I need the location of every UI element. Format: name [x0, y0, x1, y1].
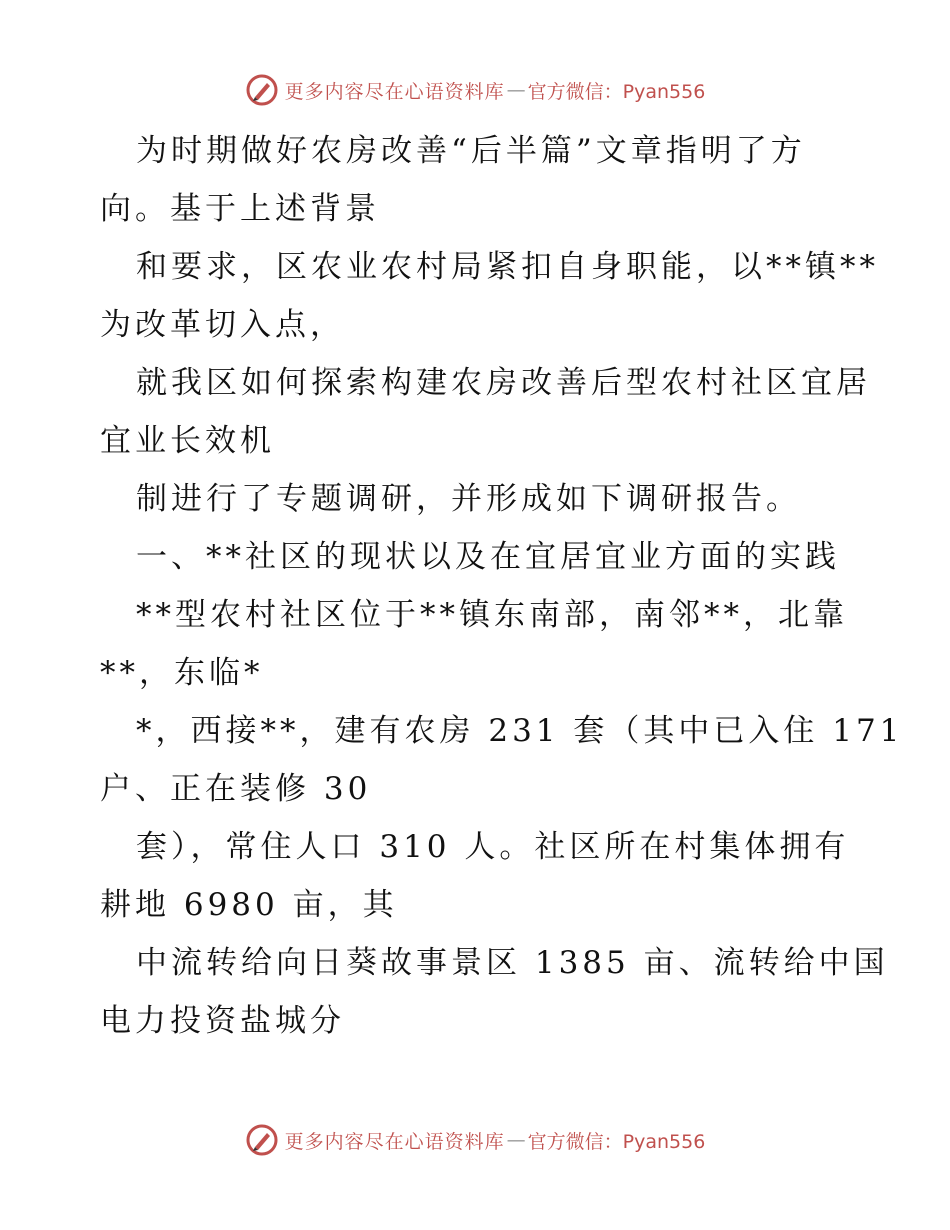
text-line: *，西接**，建有农房 231 套（其中已入住 171 [136, 713, 904, 749]
text-line: 向。基于上述背景 [100, 191, 380, 227]
text-line: **型农村社区位于**镇东南部，南邻**，北靠 [136, 597, 848, 633]
text-line: 电力投资盐城分 [100, 1003, 345, 1039]
text-line: 中流转给向日葵故事景区 1385 亩、流转给中国 [136, 945, 889, 981]
watermark-contact: 官方微信：Pyan556 [527, 1130, 706, 1153]
watermark-brand: 更多内容尽在心语资料库 [284, 1130, 505, 1153]
watermark-brand: 更多内容尽在心语资料库 [284, 80, 505, 103]
header-watermark [0, 70, 950, 110]
logo-pen-icon [245, 1123, 279, 1157]
text-line: 和要求，区农业农村局紧扣自身职能，以**镇** [136, 249, 879, 285]
document-body [100, 122, 904, 1050]
text-line: 为改革切入点， [100, 307, 345, 343]
watermark-dash: — [506, 79, 526, 101]
logo-pen-icon [245, 73, 279, 107]
text-line: 宜业长效机 [100, 423, 275, 459]
text-line: 耕地 6980 亩，其 [100, 887, 398, 923]
text-line: 户、正在装修 30 [100, 771, 372, 807]
section-heading: 一、**社区的现状以及在宜居宜业方面的实践 [136, 539, 840, 575]
watermark-contact: 官方微信：Pyan556 [527, 80, 706, 103]
text-line: 制进行了专题调研，并形成如下调研报告。 [136, 481, 801, 517]
text-line: 为时期做好农房改善“后半篇”文章指明了方 [136, 133, 806, 169]
watermark-dash: — [506, 1129, 526, 1151]
text-line: **，东临* [100, 655, 264, 691]
text-line: 套），常住人口 310 人。社区所在村集体拥有 [136, 829, 850, 865]
footer-watermark [0, 1120, 950, 1160]
text-line: 就我区如何探索构建农房改善后型农村社区宜居 [136, 365, 871, 401]
